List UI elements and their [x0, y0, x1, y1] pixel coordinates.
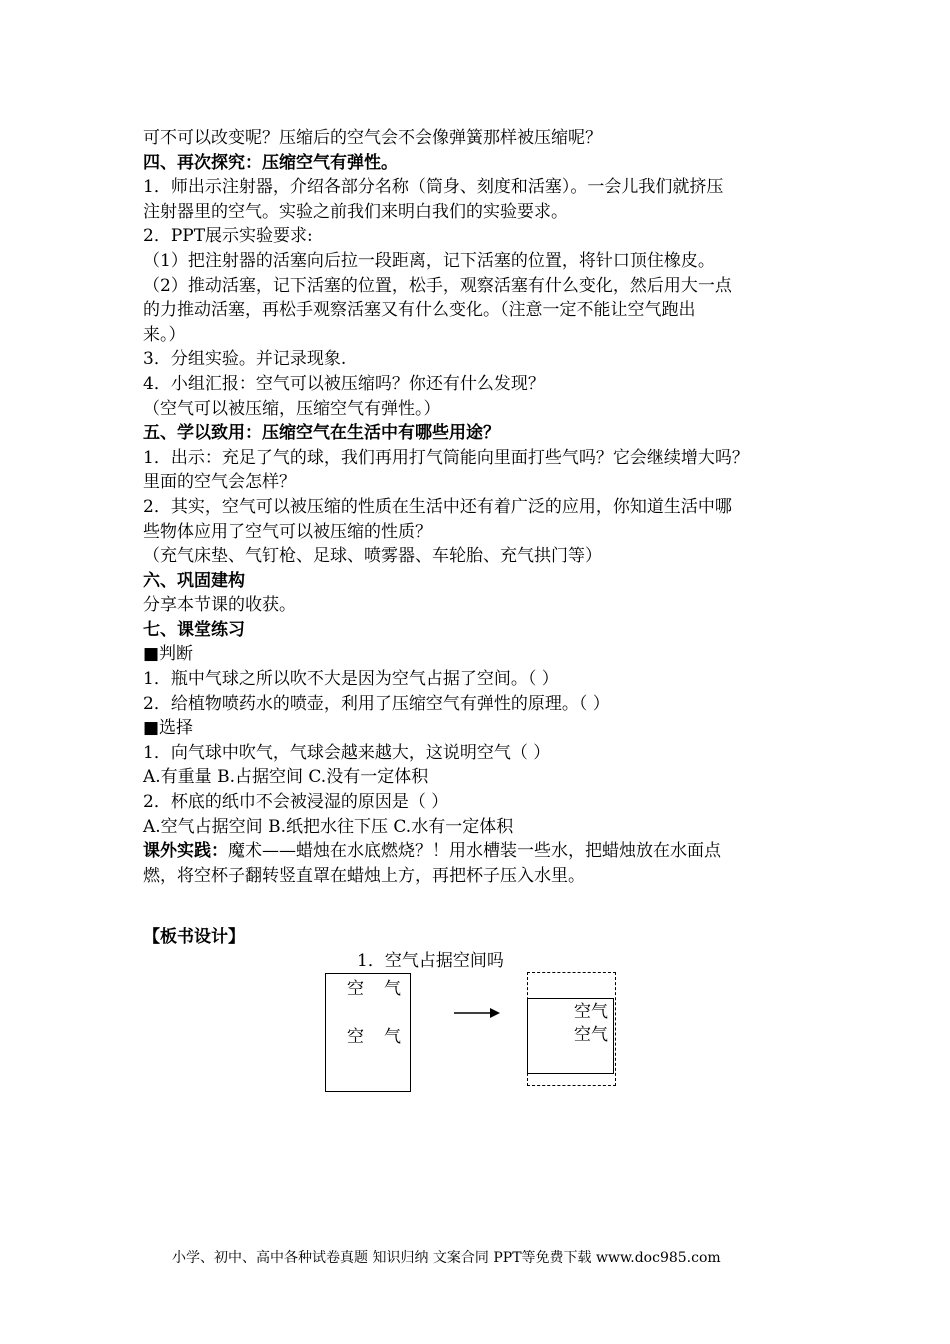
board-box-before [325, 973, 421, 1092]
text-line: 2．PPT展示实验要求: [143, 226, 313, 247]
page-footer: 小学、初中、高中各种试卷真题 知识归纳 文案合同 PPT等免费下载 www.doc985.com [172, 1250, 721, 1266]
text-line: 注射器里的空气。实验之前我们来明白我们的实验要求。 [143, 201, 568, 222]
box-after-word-2: 空气 [574, 1025, 608, 1045]
box-before-word-1: 空气 [347, 979, 421, 999]
text-line: 3．分组实验。并记录现象. [143, 349, 347, 370]
practice-line-2: 燃，将空杯子翻转竖直罩在蜡烛上方，再把杯子压入水里。 [143, 865, 585, 886]
section-heading: 六、巩固建构 [143, 570, 245, 591]
text-line: 2．其实，空气可以被压缩的性质在生活中还有着广泛的应用，你知道生活中哪 [143, 496, 732, 517]
text-line: 来。） [143, 324, 186, 345]
text-line: （2）推动活塞，记下活塞的位置，松手，观察活塞有什么变化，然后用大一点 [143, 275, 732, 296]
text-line: （1）把注射器的活塞向后拉一段距离，记下活塞的位置，将针口顶住橡皮。 [143, 250, 715, 271]
practice-label: 课外实践： [143, 841, 228, 862]
text-line: 1．瓶中气球之所以吹不大是因为空气占据了空间。（ ） [143, 669, 559, 690]
board-design-subtitle: 1．空气占据空间吗 [357, 951, 504, 971]
board-design-title: 【板书设计】 [143, 927, 245, 947]
box-after-word-1: 空气 [574, 1002, 608, 1022]
section-heading: 五、学以致用：压缩空气在生活中有哪些用途？ [143, 423, 500, 444]
text-line: 的力推动活塞，再松手观察活塞又有什么变化。（注意一定不能让空气跑出 [143, 300, 696, 321]
text-line: （充气床垫、气钉枪、足球、喷雾器、车轮胎、充气拱门等） [143, 546, 602, 567]
text-line: ■判断 [143, 644, 194, 665]
text-line: A.有重量 B.占据空间 C.没有一定体积 [143, 767, 429, 788]
text-line: 4．小组汇报：空气可以被压缩吗？你还有什么发现？ [143, 373, 545, 394]
board-box-after [527, 998, 614, 1074]
text-line: 分享本节课的收获。 [143, 595, 296, 616]
text-line: 1．向气球中吹气，气球会越来越大，这说明空气（ ） [143, 742, 551, 763]
arrow-right-icon [454, 1006, 500, 1020]
text-line: 里面的空气会怎样？ [143, 472, 296, 493]
section-heading: 七、课堂练习 [143, 619, 245, 640]
text-line: A.空气占据空间 B.纸把水往下压 C.水有一定体积 [143, 816, 514, 837]
text-line: 1．出示：充足了气的球，我们再用打气筒能向里面打些气吗？它会继续增大吗？ [143, 447, 749, 468]
text-line: 可不可以改变呢？压缩后的空气会不会像弹簧那样被压缩呢？ [143, 128, 602, 148]
text-line: 1．师出示注射器，介绍各部分名称（筒身、刻度和活塞）。一会儿我们就挤压 [143, 177, 724, 198]
text-line: 些物体应用了空气可以被压缩的性质？ [143, 521, 432, 542]
text-line: ■选择 [143, 718, 194, 739]
lesson-lines [143, 126, 815, 839]
lesson-content [143, 126, 815, 888]
text-line: （空气可以被压缩，压缩空气有弹性。） [143, 398, 441, 419]
text-line: 2．杯底的纸巾不会被浸湿的原因是（ ） [143, 792, 449, 813]
practice-line-1 [143, 839, 815, 864]
text-line: 2．给植物喷药水的喷壶，利用了压缩空气有弹性的原理。（ ） [143, 693, 610, 714]
practice-text-1: 魔术——蜡烛在水底燃烧？！用水槽装一些水，把蜡烛放在水面点 [228, 841, 721, 862]
box-before-word-2: 空气 [347, 1027, 421, 1047]
section-heading: 四、再次探究：压缩空气有弹性。 [143, 152, 398, 173]
